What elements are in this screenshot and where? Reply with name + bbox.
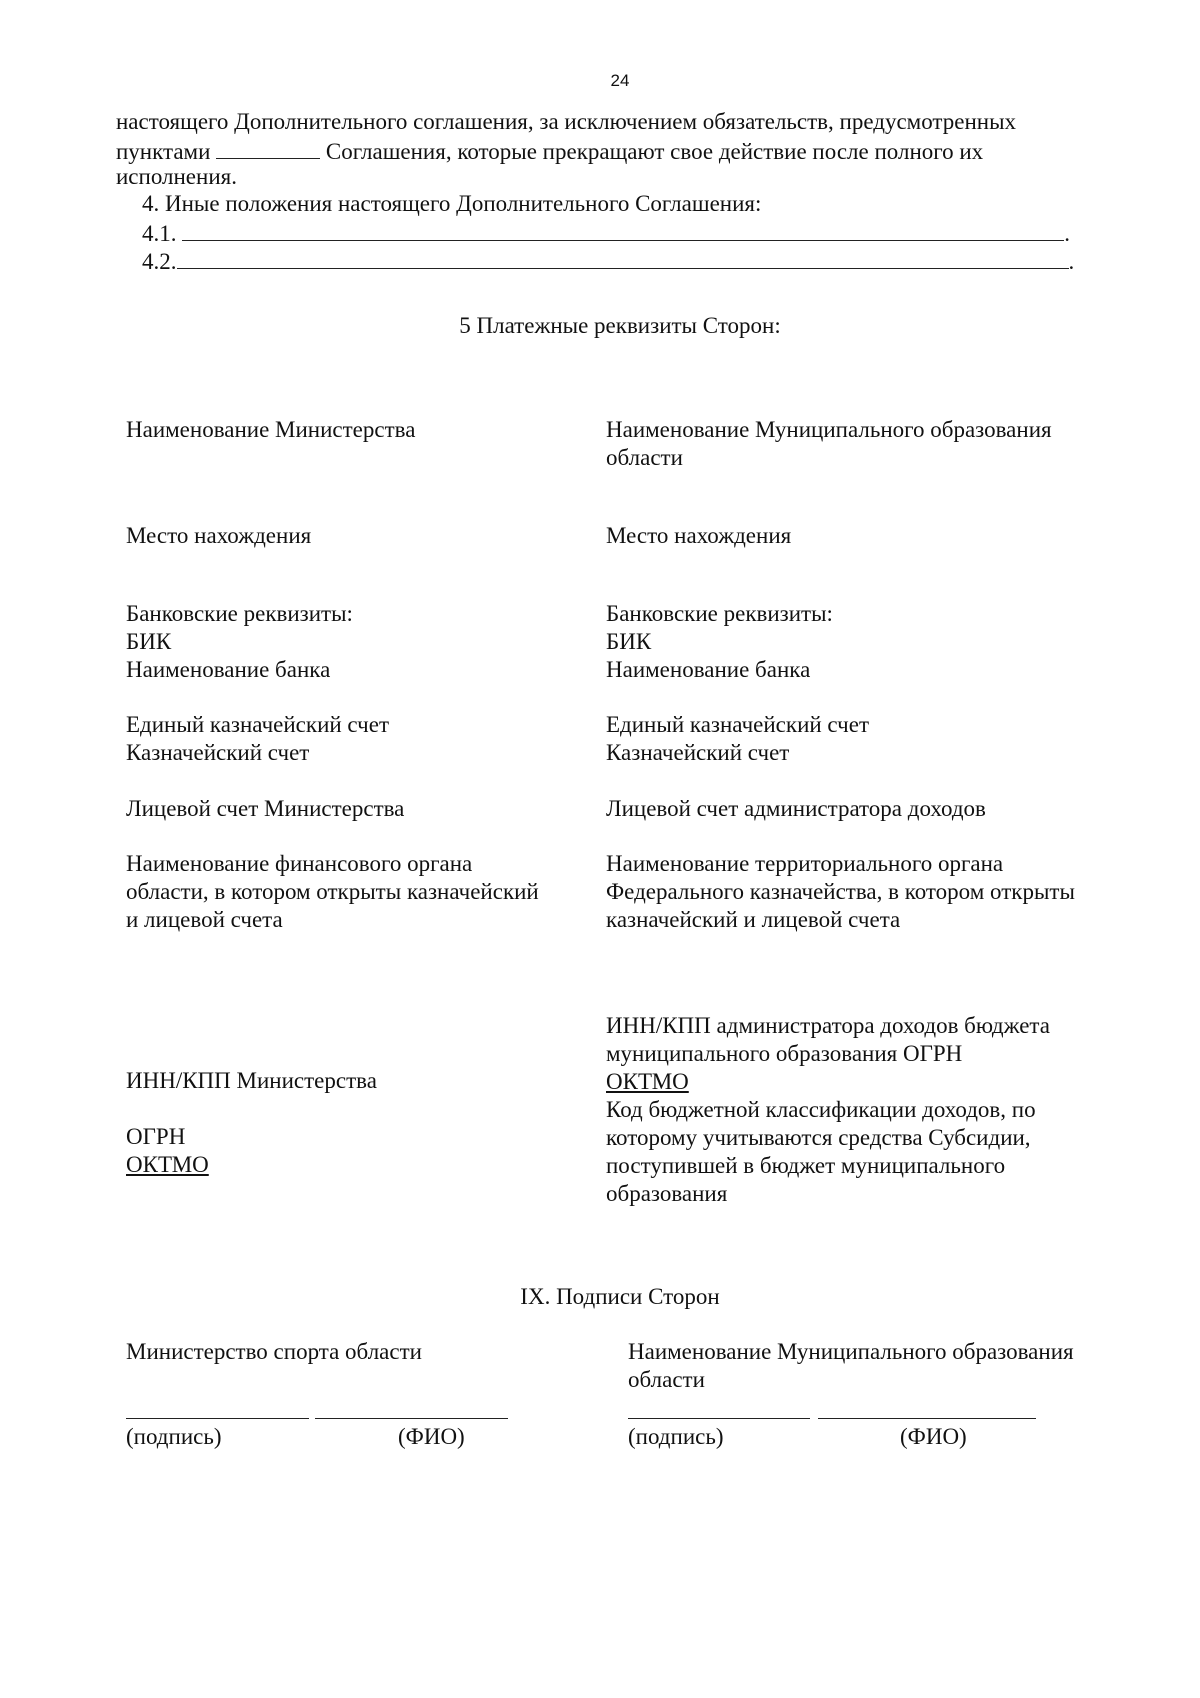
section4-title: 4. Иные положения настоящего Дополнительного Соглашения:	[142, 191, 762, 216]
left-bank-name: Наименование банка	[126, 657, 331, 682]
right-signature-label: (подпись)	[628, 1424, 724, 1449]
right-signature-line[interactable]	[628, 1418, 810, 1419]
right-terr-body-line-2: Федерального казначейства, в котором открыты	[606, 879, 1075, 904]
right-inn-line-1: ИНН/КПП администратора доходов бюджета	[606, 1013, 1050, 1038]
item-1-number: 4.1.	[142, 221, 177, 246]
left-treasury-account: Казначейский счет	[126, 740, 310, 765]
left-inn-kpp: ИНН/КПП Министерства	[126, 1068, 377, 1093]
left-signature-label: (подпись)	[126, 1424, 222, 1449]
right-inn-line-2: муниципального образования ОГРН	[606, 1041, 963, 1066]
right-kbk-line-3: поступившей в бюджет муниципального	[606, 1153, 1006, 1178]
intro-line-1: настоящего Дополнительного соглашения, за исключением обязательств, предусмотренных	[116, 109, 1017, 134]
right-bik: БИК	[606, 629, 652, 654]
intro-line-2-end: Соглашения, которые прекращают свое действие после полного их	[325, 139, 984, 164]
signatures-title: IX. Подписи Сторон	[520, 1284, 720, 1309]
left-fin-body-line-3: и лицевой счета	[126, 907, 283, 932]
right-kbk-line-2: которому учитываются средства Субсидии,	[606, 1125, 1031, 1150]
right-personal-account: Лицевой счет администратора доходов	[606, 796, 986, 821]
left-fio-label: (ФИО)	[398, 1424, 465, 1449]
right-fio-label: (ФИО)	[900, 1424, 967, 1449]
right-treasury-account: Казначейский счет	[606, 740, 790, 765]
item-2-end-mark: .	[1068, 249, 1075, 274]
left-fin-body-line-1: Наименование финансового органа	[126, 851, 473, 876]
left-signature-line[interactable]	[126, 1418, 309, 1419]
left-ministry-name: Наименование Министерства	[126, 417, 416, 442]
intro-line-2	[116, 136, 983, 166]
right-municipality-name-line-2: области	[606, 445, 683, 470]
left-fin-body-line-2: области, в котором открыты казначейский	[126, 879, 539, 904]
left-location: Место нахождения	[126, 523, 312, 548]
points-blank-field[interactable]	[216, 136, 320, 159]
item-1-blank-field[interactable]	[182, 218, 1064, 241]
item-1-end-mark: .	[1064, 221, 1070, 246]
right-party-name-line-2: области	[628, 1367, 705, 1392]
left-bik: БИК	[126, 629, 172, 654]
right-party-name-line-1: Наименование Муниципального образования	[628, 1339, 1074, 1364]
right-terr-body-line-3: казначейский и лицевой счета	[606, 907, 901, 932]
left-fio-line[interactable]	[315, 1418, 508, 1419]
item-2-number: 4.2.	[142, 249, 177, 274]
left-ogrn: ОГРН	[126, 1124, 186, 1149]
left-single-account: Единый казначейский счет	[126, 712, 390, 737]
left-party-name: Министерство спорта области	[126, 1339, 422, 1364]
right-bank-name: Наименование банка	[606, 657, 811, 682]
item-2-blank-field[interactable]	[177, 246, 1069, 269]
right-single-account: Единый казначейский счет	[606, 712, 870, 737]
right-kbk-line-4: образования	[606, 1181, 728, 1206]
section4-item-1	[142, 218, 1070, 248]
right-fio-line[interactable]	[818, 1418, 1036, 1419]
intro-line-2-start: пунктами	[116, 139, 211, 164]
right-location: Место нахождения	[606, 523, 792, 548]
right-bank-title: Банковские реквизиты:	[606, 601, 833, 626]
left-bank-title: Банковские реквизиты:	[126, 601, 353, 626]
left-oktmo: ОКТМО	[126, 1152, 209, 1177]
right-municipality-name-line-1: Наименование Муниципального образования	[606, 417, 1052, 442]
section5-title: 5 Платежные реквизиты Сторон:	[459, 313, 781, 338]
page-number: 24	[610, 71, 630, 90]
right-terr-body-line-1: Наименование территориального органа	[606, 851, 1004, 876]
intro-line-3: исполнения.	[116, 164, 237, 189]
right-oktmo: ОКТМО	[606, 1069, 689, 1094]
left-personal-account: Лицевой счет Министерства	[126, 796, 405, 821]
section4-item-2	[142, 246, 1074, 276]
right-kbk-line-1: Код бюджетной классификации доходов, по	[606, 1097, 1036, 1122]
